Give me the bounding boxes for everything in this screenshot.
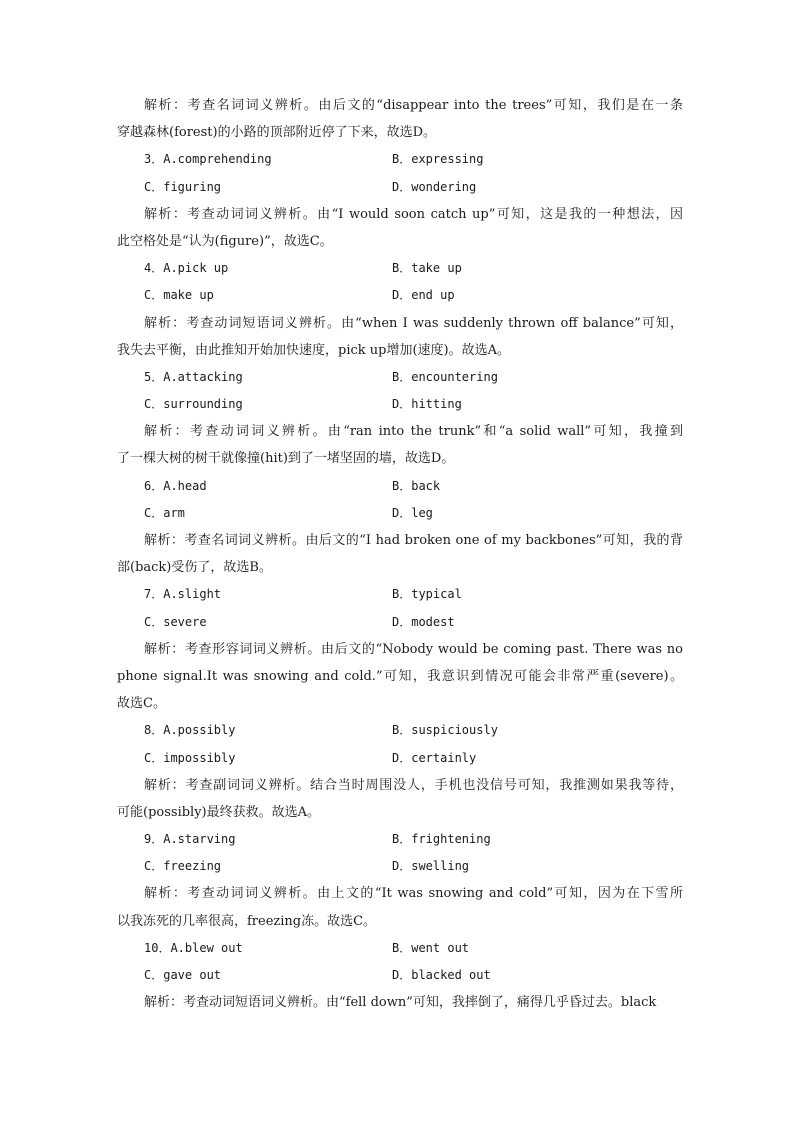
option-right: D．hitting: [392, 397, 462, 412]
option-left: C．make up: [144, 288, 214, 303]
option-left: C．figuring: [144, 179, 222, 194]
option-right: D．blacked out: [392, 968, 491, 982]
explanation-paragraph: [117, 636, 683, 718]
option-right: D．end up: [392, 288, 455, 303]
option-row: [117, 717, 683, 744]
explanation-line: 解析：考查副词词义辨析。结合当时周围没人，手机也没信号可知，我推测如果我等待，: [144, 777, 683, 793]
option-right: D．swelling: [392, 859, 470, 874]
explanation-line: 解析：考查名词词义辨析。由后文的“I had broken one of my backbones”可知，我的背: [144, 533, 683, 548]
option-row: [117, 364, 683, 391]
option-right: B．expressing: [392, 152, 484, 167]
option-left: C．gave out: [144, 968, 222, 982]
option-left: 9．A.starving: [144, 832, 236, 847]
option-right: B．frightening: [392, 832, 491, 847]
option-left: C．surrounding: [144, 397, 243, 412]
explanation-line: 解析：考查动词词义辨析。由“ran into the trunk”和“a solid wall”可知，我撞到: [144, 424, 683, 440]
explanation-line: 此空格处是“认为(figure)”，故选C。: [117, 233, 333, 249]
option-left: 5．A.attacking: [144, 369, 243, 384]
document-page: [117, 92, 683, 1016]
explanation-line: phone signal.It was snowing and cold.”可知，我意识到情况可能会非常严重(severe)。: [117, 668, 683, 684]
option-right: B．back: [392, 478, 441, 493]
explanation-paragraph: [117, 201, 683, 255]
option-right: B．suspiciously: [392, 723, 498, 738]
option-left: 7．A.slight: [144, 587, 222, 602]
explanation-line: 故选C。: [117, 696, 166, 712]
option-right: B．take up: [392, 261, 462, 276]
option-left: C．arm: [144, 505, 185, 520]
option-left: C．severe: [144, 614, 207, 629]
option-left: C．impossibly: [144, 750, 236, 765]
explanation-line: 可能(possibly)最终获救。故选A。: [117, 804, 321, 820]
option-left: 3．A.comprehending: [144, 152, 272, 167]
explanation-paragraph: [117, 418, 683, 472]
option-right: B．encountering: [392, 369, 498, 384]
option-right: B．went out: [392, 940, 470, 955]
option-left: 10．A.blew out: [144, 940, 243, 955]
option-left: 6．A.head: [144, 478, 207, 493]
option-row: [117, 962, 683, 989]
explanation-paragraph: [117, 527, 683, 581]
option-right: D．leg: [392, 505, 433, 520]
explanation-line: 解析：考查动词短语词义辨析。由“fell down”可知，我摔倒了，痛得几乎昏过去。black: [144, 995, 657, 1011]
explanation-paragraph: [117, 92, 683, 146]
explanation-line: 我失去平衡，由此推知开始加快速度，pick up增加(速度)。故选A。: [117, 342, 510, 358]
option-right: D．wondering: [392, 179, 477, 194]
option-row: [117, 391, 683, 418]
option-row: [117, 146, 683, 173]
explanation-line: 部(back)受伤了，故选B。: [117, 560, 272, 576]
option-left: 8．A.possibly: [144, 723, 236, 738]
explanation-line: 解析：考查动词词义辨析。由上文的“It was snowing and cold”可知，因为在下雪所: [144, 886, 683, 902]
option-row: [117, 826, 683, 853]
option-right: D．certainly: [392, 750, 477, 765]
option-row: [117, 853, 683, 880]
option-left: C．freezing: [144, 859, 222, 874]
option-row: [117, 609, 683, 636]
explanation-paragraph: [117, 310, 683, 364]
explanation-line: 了一棵大树的树干就像撞(hit)到了一堵坚固的墙，故选D。: [117, 451, 455, 467]
explanation-line: 解析：考查动词词义辨析。由“I would soon catch up”可知，这是我的一种想法，因: [144, 206, 683, 222]
explanation-paragraph: [117, 772, 683, 826]
explanation-line: 穿越森林(forest)的小路的顶部附近停了下来，故选D。: [117, 125, 437, 141]
option-row: [117, 255, 683, 282]
option-left: 4．A.pick up: [144, 261, 229, 276]
option-row: [117, 581, 683, 608]
explanation-paragraph: [117, 989, 683, 1016]
option-row: [117, 473, 683, 500]
explanation-line: 以我冻死的几率很高，freezing冻。故选C。: [117, 913, 377, 929]
option-right: B．typical: [392, 587, 462, 602]
explanation-line: 解析：考查名词词义辨析。由后文的“disappear into the trees”可知，我们是在一条: [144, 98, 683, 113]
option-right: D．modest: [392, 614, 455, 629]
option-row: [117, 282, 683, 309]
explanation-line: 解析：考查动词短语词义辨析。由“when I was suddenly thrown off balance”可知，: [144, 315, 683, 331]
option-row: [117, 935, 683, 962]
explanation-paragraph: [117, 880, 683, 934]
option-row: [117, 745, 683, 772]
explanation-line: 解析：考查形容词词义辨析。由后文的“Nobody would be coming past. There was no: [144, 641, 683, 657]
option-row: [117, 500, 683, 527]
option-row: [117, 174, 683, 201]
